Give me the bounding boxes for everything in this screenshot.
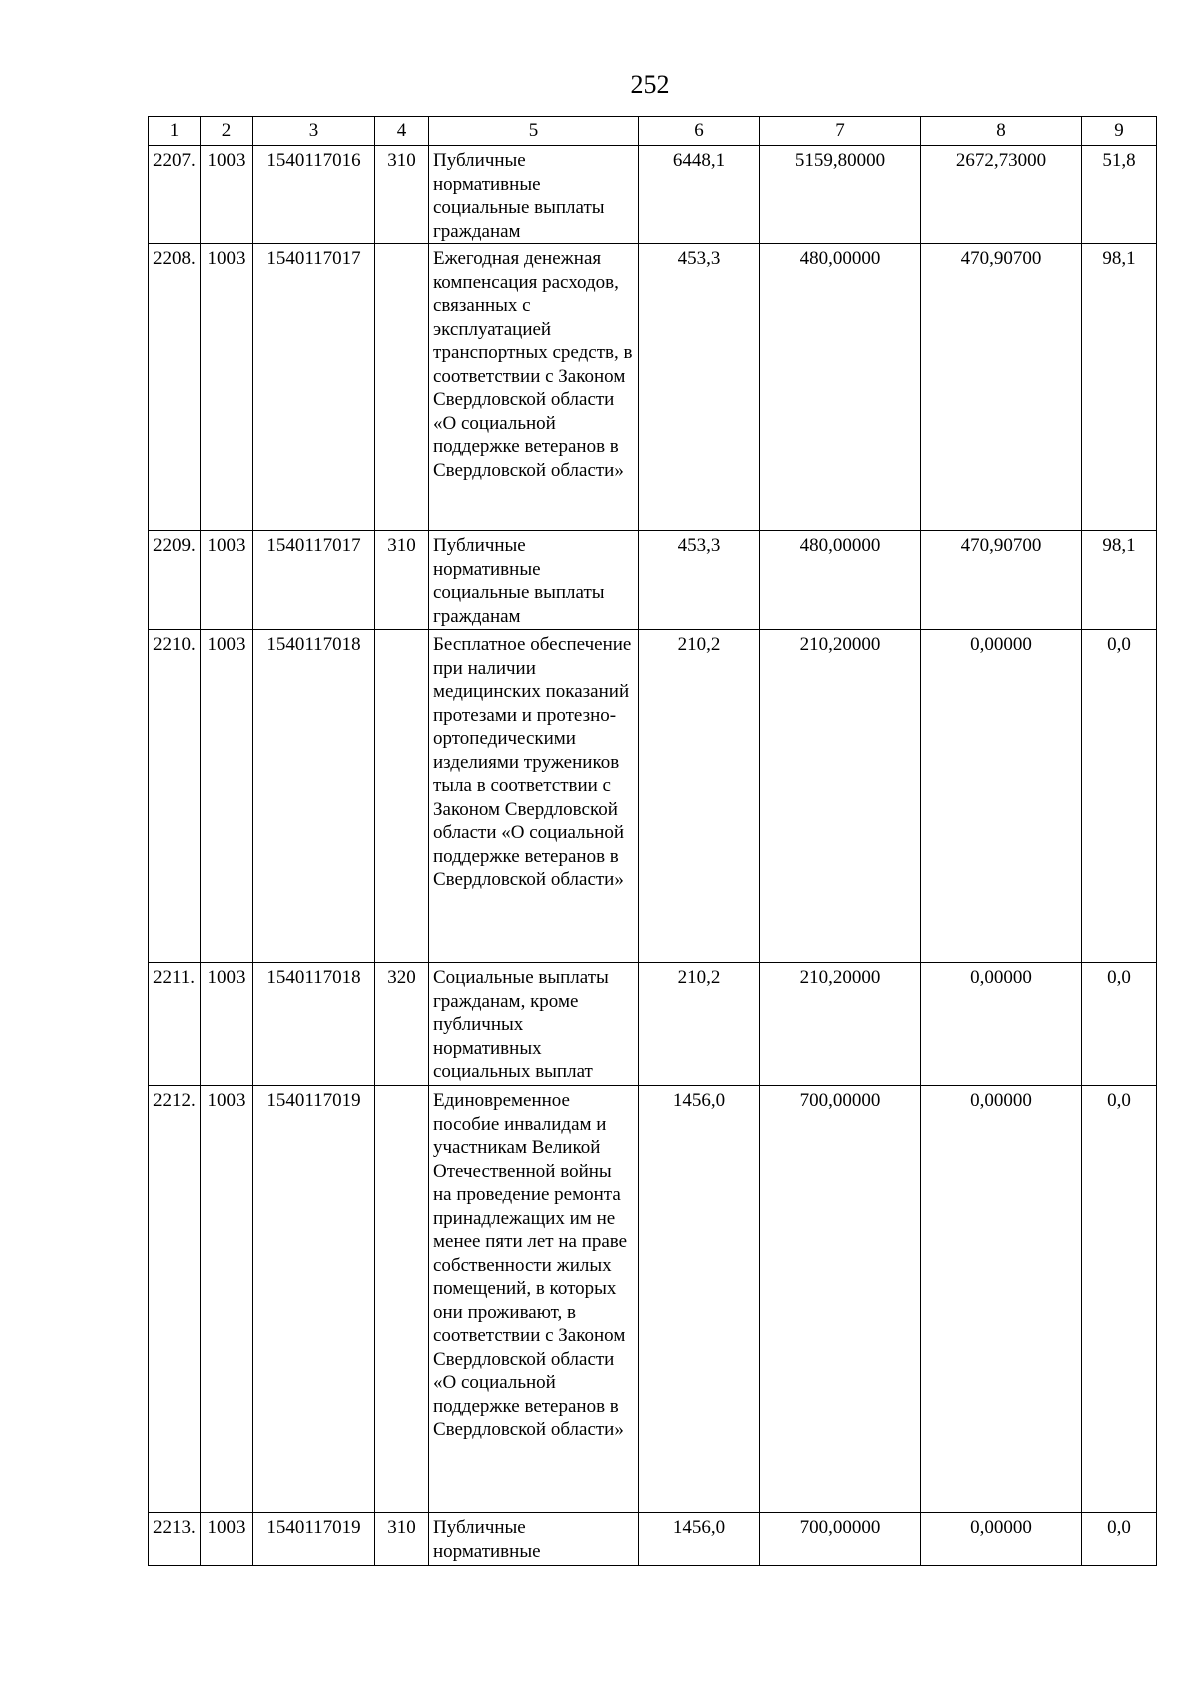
executed-amount: 470,90700 <box>921 244 1082 531</box>
item-name: Публичные нормативные социальные выплаты гражданам <box>429 146 639 244</box>
executed-amount: 0,00000 <box>921 630 1082 963</box>
executed-amount: 2672,73000 <box>921 146 1082 244</box>
table-row <box>149 531 1157 630</box>
column-header: 3 <box>253 117 375 146</box>
executed-amount: 0,00000 <box>921 1086 1082 1513</box>
column-header: 2 <box>201 117 253 146</box>
executed-amount: 0,00000 <box>921 963 1082 1086</box>
item-name: Публичные нормативные социальные выплаты гражданам <box>429 531 639 630</box>
approved-amount: 1456,0 <box>639 1086 760 1513</box>
expense-kind-code: 320 <box>375 963 429 1086</box>
plan-amount: 700,00000 <box>760 1086 921 1513</box>
row-number: 2211. <box>149 963 201 1086</box>
approved-amount: 453,3 <box>639 244 760 531</box>
plan-amount: 210,20000 <box>760 630 921 963</box>
section-code: 1003 <box>201 1086 253 1513</box>
item-name: Социальные выплаты гражданам, кроме публичных нормативных социальных выплат <box>429 963 639 1086</box>
section-code: 1003 <box>201 531 253 630</box>
table-row <box>149 630 1157 963</box>
execution-percent: 51,8 <box>1082 146 1157 244</box>
approved-amount: 6448,1 <box>639 146 760 244</box>
expense-kind-code <box>375 1086 429 1513</box>
target-article-code: 1540117019 <box>253 1513 375 1566</box>
target-article-code: 1540117019 <box>253 1086 375 1513</box>
section-code: 1003 <box>201 244 253 531</box>
expense-kind-code: 310 <box>375 531 429 630</box>
column-header: 6 <box>639 117 760 146</box>
section-code: 1003 <box>201 146 253 244</box>
execution-percent: 0,0 <box>1082 1086 1157 1513</box>
plan-amount: 700,00000 <box>760 1513 921 1566</box>
execution-percent: 98,1 <box>1082 531 1157 630</box>
executed-amount: 470,90700 <box>921 531 1082 630</box>
table-header-row <box>149 117 1157 146</box>
column-header: 4 <box>375 117 429 146</box>
executed-amount: 0,00000 <box>921 1513 1082 1566</box>
expense-kind-code: 310 <box>375 146 429 244</box>
column-header: 1 <box>149 117 201 146</box>
approved-amount: 210,2 <box>639 630 760 963</box>
budget-table <box>148 116 1157 1566</box>
table-row <box>149 1086 1157 1513</box>
execution-percent: 0,0 <box>1082 1513 1157 1566</box>
target-article-code: 1540117016 <box>253 146 375 244</box>
target-article-code: 1540117017 <box>253 531 375 630</box>
row-number: 2213. <box>149 1513 201 1566</box>
row-number: 2212. <box>149 1086 201 1513</box>
item-name: Бесплатное обеспечение при наличии медицинских показаний протезами и протезно-ортопедическими изделиями тружеников тыла в соответствии с Законом Свердловской области «О социальной поддержке ветеранов в Свердловской области» <box>429 630 639 963</box>
plan-amount: 480,00000 <box>760 531 921 630</box>
section-code: 1003 <box>201 1513 253 1566</box>
plan-amount: 210,20000 <box>760 963 921 1086</box>
row-number: 2210. <box>149 630 201 963</box>
table-row <box>149 244 1157 531</box>
approved-amount: 453,3 <box>639 531 760 630</box>
item-name: Ежегодная денежная компенсация расходов, связанных с эксплуатацией транспортных средств, в соответствии с Законом Свердловской области «О социальной поддержке ветеранов в Свердловской области» <box>429 244 639 531</box>
section-code: 1003 <box>201 963 253 1086</box>
expense-kind-code <box>375 244 429 531</box>
expense-kind-code: 310 <box>375 1513 429 1566</box>
column-header: 8 <box>921 117 1082 146</box>
execution-percent: 0,0 <box>1082 963 1157 1086</box>
plan-amount: 480,00000 <box>760 244 921 531</box>
section-code: 1003 <box>201 630 253 963</box>
approved-amount: 210,2 <box>639 963 760 1086</box>
table-row <box>149 963 1157 1086</box>
row-number: 2208. <box>149 244 201 531</box>
target-article-code: 1540117017 <box>253 244 375 531</box>
plan-amount: 5159,80000 <box>760 146 921 244</box>
target-article-code: 1540117018 <box>253 630 375 963</box>
table-row <box>149 146 1157 244</box>
item-name: Публичные нормативные <box>429 1513 639 1566</box>
column-header: 9 <box>1082 117 1157 146</box>
approved-amount: 1456,0 <box>639 1513 760 1566</box>
row-number: 2209. <box>149 531 201 630</box>
page-number: 252 <box>630 70 670 99</box>
table-row <box>149 1513 1157 1566</box>
target-article-code: 1540117018 <box>253 963 375 1086</box>
column-header: 5 <box>429 117 639 146</box>
execution-percent: 98,1 <box>1082 244 1157 531</box>
execution-percent: 0,0 <box>1082 630 1157 963</box>
item-name: Единовременное пособие инвалидам и участникам Великой Отечественной войны на проведение ремонта принадлежащих им не менее пяти лет на праве собственности жилых помещений, в которых они проживают, в соответствии с Законом Свердловской области «О социальной поддержке ветеранов в Свердловской области» <box>429 1086 639 1513</box>
row-number: 2207. <box>149 146 201 244</box>
expense-kind-code <box>375 630 429 963</box>
column-header: 7 <box>760 117 921 146</box>
